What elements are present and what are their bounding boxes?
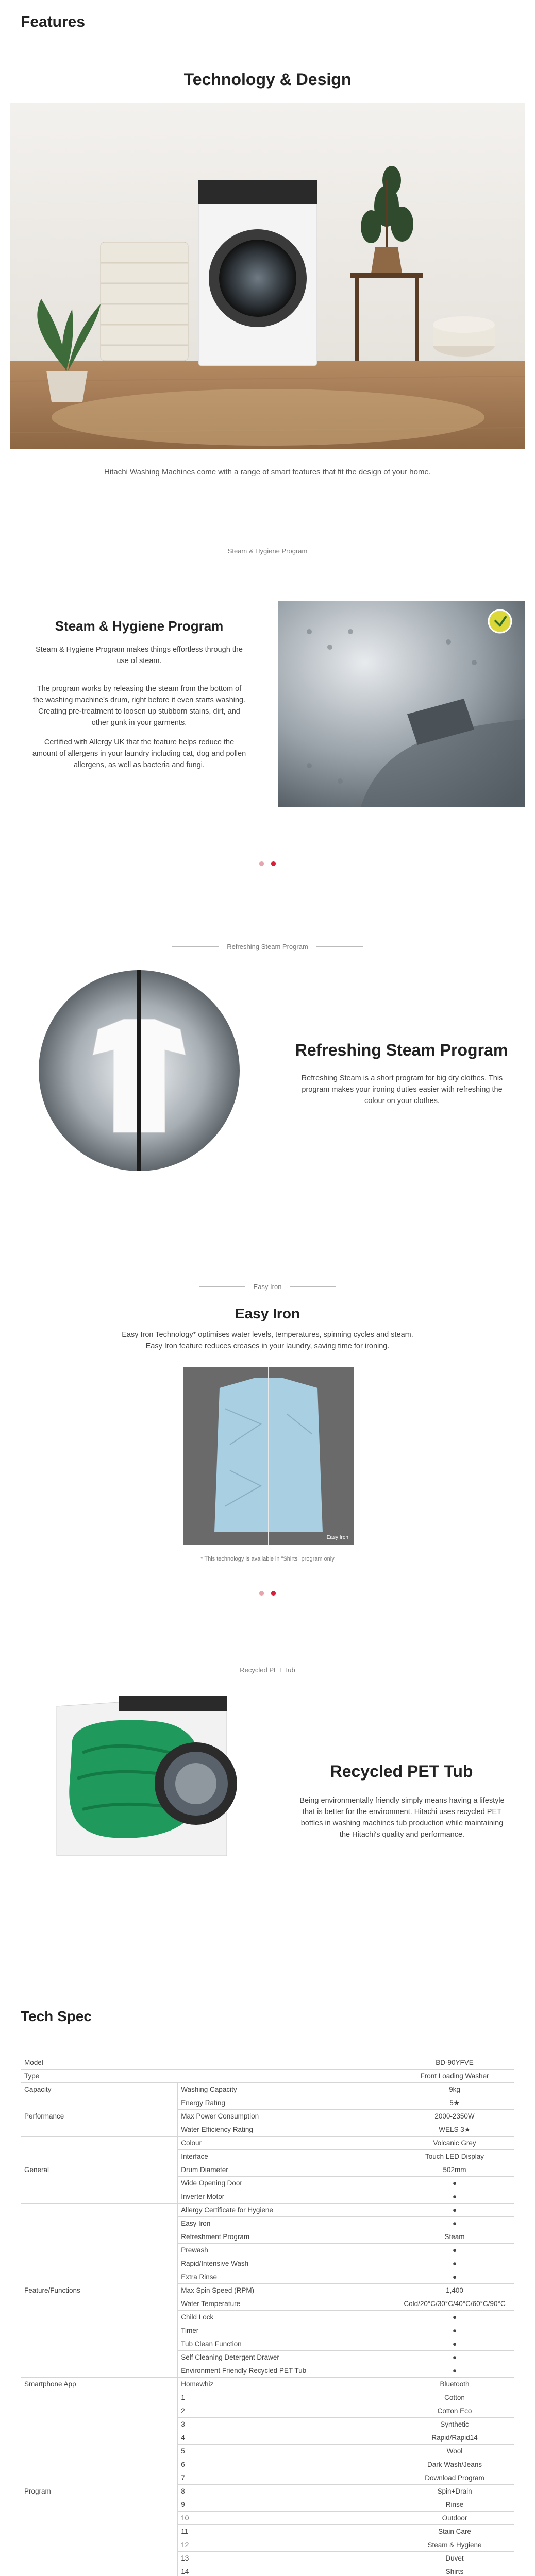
- easy-iron-desc-2: Easy Iron feature reduces creases in your laundry, saving time for ironing.: [145, 1342, 390, 1350]
- spec-item-cell: 14: [178, 2565, 395, 2576]
- spec-table: [21, 2056, 514, 2576]
- spec-value-cell: Dark Wash/Jeans: [395, 2458, 514, 2471]
- spec-row: [21, 2204, 514, 2217]
- spec-item-cell: Max Spin Speed (RPM): [178, 2284, 395, 2297]
- spec-item-cell: Wide Opening Door: [178, 2177, 395, 2190]
- steam-hygiene-label-text: Steam & Hygiene Program: [227, 547, 308, 555]
- steam-drum-image: [278, 601, 525, 807]
- spec-item-cell: Interface: [178, 2150, 395, 2163]
- spec-value-cell: Touch LED Display: [395, 2150, 514, 2163]
- spec-item-cell: Washing Capacity: [178, 2083, 395, 2096]
- spec-value-cell: Spin+Drain: [395, 2485, 514, 2498]
- spec-item-cell: Tub Clean Function: [178, 2337, 395, 2351]
- spec-value-cell: Wool: [395, 2445, 514, 2458]
- spec-item-cell: Allergy Certificate for Hygiene: [178, 2204, 395, 2217]
- spec-value-cell: Front Loading Washer: [395, 2070, 514, 2083]
- easy-iron-footnote: * This technology is available in "Shirts" program only: [200, 1556, 335, 1562]
- spec-item-cell: 2: [178, 2404, 395, 2418]
- refreshing-steam-title: Refreshing Steam Program: [295, 1041, 508, 1059]
- refreshing-steam-label: [0, 943, 535, 951]
- easy-iron-label-text: Easy Iron: [253, 1283, 282, 1291]
- spec-item-cell: Water Efficiency Rating: [178, 2123, 395, 2137]
- refreshing-steam-desc: Refreshing Steam is a short program for big dry clothes. This program makes your ironing duties easier with refreshing the colour on your clothes.: [301, 1074, 503, 1105]
- spec-value-cell: Steam & Hygiene: [395, 2538, 514, 2552]
- easy-iron-title: Easy Iron: [235, 1306, 300, 1321]
- spec-value-cell: 5★: [395, 2096, 514, 2110]
- spec-value-cell: ●: [395, 2270, 514, 2284]
- carousel-dot[interactable]: [259, 861, 264, 866]
- spec-group-cell: Capacity: [21, 2083, 178, 2096]
- spec-row: [21, 2056, 514, 2070]
- spec-value-cell: ●: [395, 2257, 514, 2270]
- steam-hygiene-desc-2: The program works by releasing the steam from the bottom of the washing machine's drum, right before it even starts washing. Creating pre-treatment to loosen up stubborn stains, dirt, and other gunk in your garments.: [32, 685, 246, 727]
- iron-carousel-dots[interactable]: [0, 1591, 535, 1596]
- steam-carousel-dots[interactable]: [0, 861, 535, 866]
- spec-item-cell: Self Cleaning Detergent Drawer: [178, 2351, 395, 2364]
- easy-iron-image-tag: Easy Iron: [326, 1535, 348, 1540]
- spec-item-cell: 7: [178, 2471, 395, 2485]
- spec-item-cell: Extra Rinse: [178, 2270, 395, 2284]
- spec-value-cell: 502mm: [395, 2163, 514, 2177]
- spec-value-cell: Volcanic Grey: [395, 2137, 514, 2150]
- easy-iron-label: [0, 1283, 535, 1291]
- spec-group-cell: General: [21, 2137, 178, 2204]
- spec-value-cell: Cotton Eco: [395, 2404, 514, 2418]
- spec-item-cell: Child Lock: [178, 2311, 395, 2324]
- spec-item-cell: 13: [178, 2552, 395, 2565]
- spec-row: [21, 2137, 514, 2150]
- recycled-pet-desc: Being environmentally friendly simply means having a lifestyle that is better for the environment. Hitachi uses recycled PET bottles in washing machines tub production while maintaining the Hitachi's quality and performance.: [299, 1797, 505, 1839]
- recycled-pet-label: [0, 1666, 535, 1674]
- hero-image: [10, 103, 525, 449]
- spec-item-cell: 12: [178, 2538, 395, 2552]
- spec-group-cell: Smartphone App: [21, 2378, 178, 2391]
- spec-value-cell: Cold/20°C/30°C/40°C/60°C/90°C: [395, 2297, 514, 2311]
- label-line-right: [290, 1286, 336, 1287]
- spec-value-cell: Cotton: [395, 2391, 514, 2404]
- spec-value-cell: ●: [395, 2364, 514, 2378]
- spec-row: [21, 2070, 514, 2083]
- spec-value-cell: WELS 3★: [395, 2123, 514, 2137]
- spec-item-cell: Timer: [178, 2324, 395, 2337]
- spec-group-cell: Type: [21, 2070, 395, 2083]
- spec-value-cell: Outdoor: [395, 2512, 514, 2525]
- spec-group-cell: Program: [21, 2391, 178, 2576]
- spec-item-cell: Energy Rating: [178, 2096, 395, 2110]
- spec-item-cell: Water Temperature: [178, 2297, 395, 2311]
- spec-row: [21, 2391, 514, 2404]
- spec-item-cell: Max Power Consumption: [178, 2110, 395, 2123]
- spec-item-cell: Refreshment Program: [178, 2230, 395, 2244]
- spec-value-cell: ●: [395, 2190, 514, 2204]
- spec-value-cell: BD-90YFVE: [395, 2056, 514, 2070]
- spec-row: [21, 2378, 514, 2391]
- technology-design-heading: Technology & Design: [183, 70, 352, 89]
- spec-item-cell: Environment Friendly Recycled PET Tub: [178, 2364, 395, 2378]
- spec-item-cell: Rapid/Intensive Wash: [178, 2257, 395, 2270]
- spec-value-cell: ●: [395, 2244, 514, 2257]
- spec-value-cell: ●: [395, 2351, 514, 2364]
- tech-spec-table: [21, 2056, 514, 2576]
- recycled-pet-title: Recycled PET Tub: [330, 1762, 473, 1781]
- spec-row: [21, 2083, 514, 2096]
- features-title: Features: [21, 13, 86, 30]
- spec-item-cell: 3: [178, 2418, 395, 2431]
- spec-item-cell: Drum Diameter: [178, 2163, 395, 2177]
- spec-item-cell: Prewash: [178, 2244, 395, 2257]
- carousel-dot-active[interactable]: [271, 1591, 276, 1596]
- spec-item-cell: 11: [178, 2525, 395, 2538]
- steam-hygiene-title: Steam & Hygiene Program: [55, 618, 224, 634]
- spec-item-cell: Easy Iron: [178, 2217, 395, 2230]
- spec-item-cell: 5: [178, 2445, 395, 2458]
- spec-value-cell: ●: [395, 2177, 514, 2190]
- label-line-left: [199, 1286, 245, 1287]
- spec-group-cell: Feature/Functions: [21, 2204, 178, 2378]
- label-line-left: [172, 946, 219, 947]
- steam-hygiene-desc-3: Certified with Allergy UK that the feature helps reduce the amount of allergens in your laundry including cat, dog and pollen allergens, as well as bacteria and fungi.: [32, 738, 246, 769]
- spec-value-cell: ●: [395, 2337, 514, 2351]
- spec-item-cell: 8: [178, 2485, 395, 2498]
- spec-row: [21, 2096, 514, 2110]
- refreshing-steam-label-text: Refreshing Steam Program: [227, 943, 308, 951]
- label-line-right: [316, 946, 363, 947]
- easy-iron-desc-1: Easy Iron Technology* optimises water levels, temperatures, spinning cycles and steam.: [122, 1331, 413, 1339]
- steam-hygiene-label: [0, 547, 535, 555]
- spec-table-body: [21, 2056, 514, 2576]
- spec-value-cell: Duvet: [395, 2552, 514, 2565]
- spec-value-cell: Shirts: [395, 2565, 514, 2576]
- spec-value-cell: Bluetooth: [395, 2378, 514, 2391]
- spec-value-cell: Synthetic: [395, 2418, 514, 2431]
- refreshing-steam-image: [10, 968, 268, 1174]
- spec-item-cell: 9: [178, 2498, 395, 2512]
- tech-spec-title: Tech Spec: [21, 2008, 92, 2024]
- recycled-pet-image: [41, 1686, 247, 1861]
- spec-value-cell: ●: [395, 2204, 514, 2217]
- spec-value-cell: Stain Care: [395, 2525, 514, 2538]
- spec-value-cell: ●: [395, 2311, 514, 2324]
- spec-item-cell: Homewhiz: [178, 2378, 395, 2391]
- spec-item-cell: 10: [178, 2512, 395, 2525]
- recycled-pet-label-text: Recycled PET Tub: [240, 1666, 295, 1674]
- spec-value-cell: Steam: [395, 2230, 514, 2244]
- spec-item-cell: 6: [178, 2458, 395, 2471]
- spec-item-cell: 4: [178, 2431, 395, 2445]
- spec-group-cell: Model: [21, 2056, 395, 2070]
- spec-value-cell: ●: [395, 2217, 514, 2230]
- spec-value-cell: 9kg: [395, 2083, 514, 2096]
- carousel-dot-active[interactable]: [271, 861, 276, 866]
- carousel-dot[interactable]: [259, 1591, 264, 1596]
- hero-caption: Hitachi Washing Machines come with a range of smart features that fit the design of your home.: [104, 468, 431, 477]
- spec-item-cell: Inverter Motor: [178, 2190, 395, 2204]
- spec-value-cell: ●: [395, 2324, 514, 2337]
- easy-iron-image: [183, 1367, 354, 1545]
- spec-value-cell: Download Program: [395, 2471, 514, 2485]
- spec-value-cell: 1,400: [395, 2284, 514, 2297]
- spec-group-cell: Performance: [21, 2096, 178, 2137]
- spec-item-cell: 1: [178, 2391, 395, 2404]
- spec-value-cell: Rinse: [395, 2498, 514, 2512]
- steam-hygiene-desc-1: Steam & Hygiene Program makes things effortless through the use of steam.: [36, 646, 243, 665]
- spec-value-cell: Rapid/Rapid14: [395, 2431, 514, 2445]
- spec-value-cell: 2000-2350W: [395, 2110, 514, 2123]
- spec-item-cell: Colour: [178, 2137, 395, 2150]
